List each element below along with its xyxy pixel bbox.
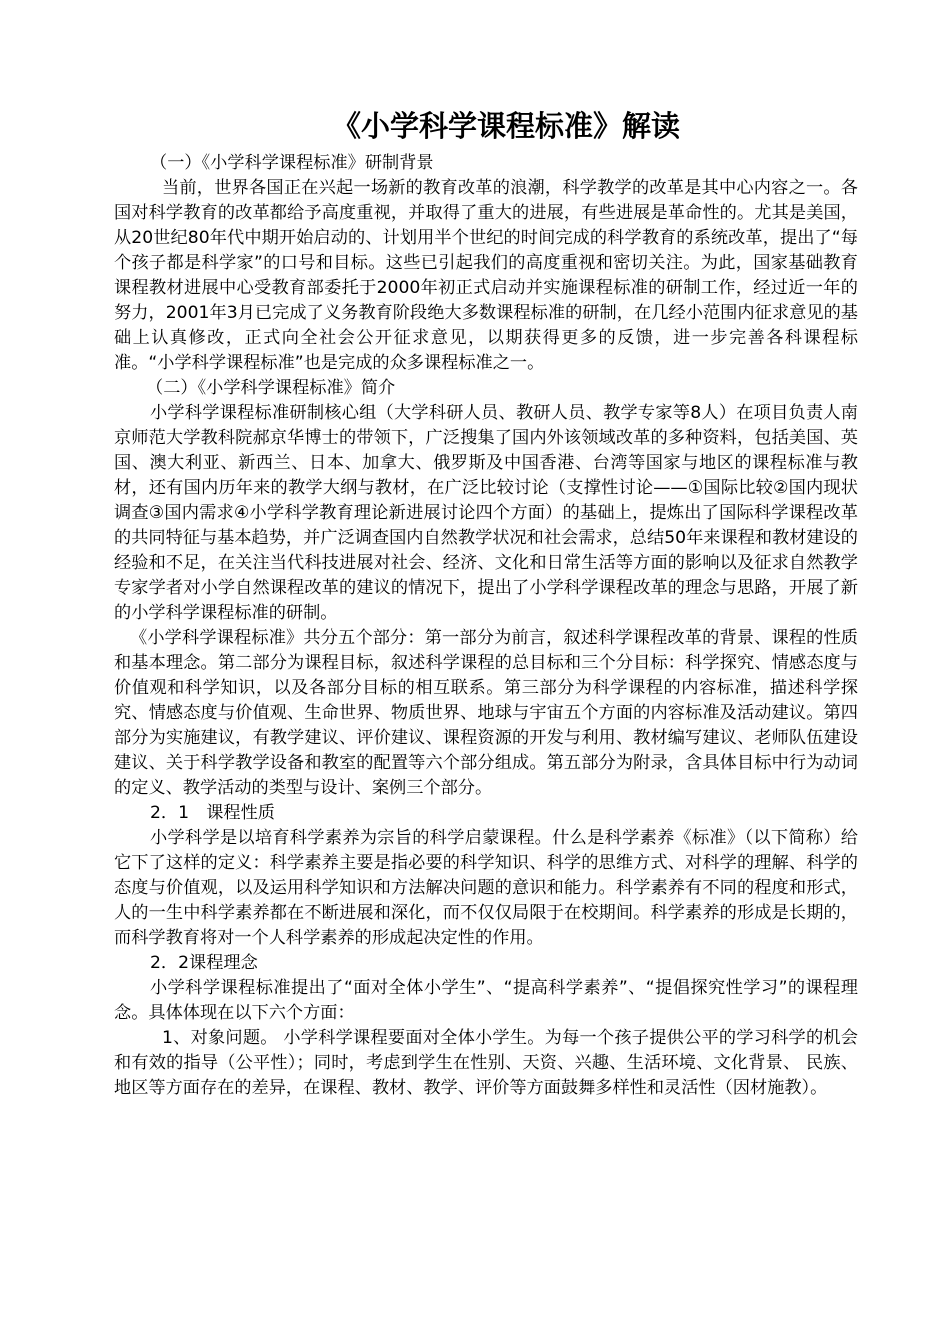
paragraph-introduction: 小学科学课程标准研制核心组（大学科研人员、教研人员、教学专家等8人）在项目负责人南京师范大学教科院郝京华博士的带领下，广泛搜集了国内外该领域改革的多种资料，包括美国、英国、澳大利亚、新西兰、日本、加拿大、俄罗斯及中国香港、台湾等国家与地区的课程标准与教材，还有国内历年来的教学大纲与教材，在广泛比较讨论（支撑性讨论——①国际比较②国内现状调查③国内需求④小学科学教育理论新进展讨论四个方面）的基础上，提炼出了国际科学课程改革的共同特征与基本趋势，并广泛调查国内自然教学状况和社会需求，总结50年来课程和教材建设的经验和不足，在关注当代科技进展对社会、经济、文化和日常生活等方面的影响以及征求自然教学专家学者对小学自然课程改革的建议的情况下，提出了小学科学课程改革的理念与思路，开展了新的小学科学课程标准的研制。: [114, 403, 858, 623]
paragraph-course-nature: 小学科学是以培育科学素养为宗旨的科学启蒙课程。什么是科学素养《标准》（以下简称）给它下了这样的定义：科学素养主要是指必要的科学知识、科学的思维方式、对科学的理解、科学的态度与价值观，以及运用科学知识和方法解决问题的意识和能力。科学素养有不同的程度和形式，人的一生中科学素养都在不断进展和深化，而不仅仅局限于在校期间。科学素养的形成是长期的，而科学教育将对一个人科学素养的形成起决定性的作用。: [114, 828, 858, 948]
list-item-target-audience: 1、对象问题。 小学科学课程要面对全体小学生。为每一个孩子提供公平的学习科学的机会和有效的指导（公平性）；同时，考虑到学生在性别、天资、兴趣、生活环境、文化背景、 民族、地区等方面存在的差异，在课程、教材、教学、评价等方面鼓舞多样性和灵活性（因材施教）。: [114, 1028, 858, 1098]
paragraph-background: 当前，世界各国正在兴起一场新的教育改革的浪潮，科学教学的改革是其中心内容之一。各国对科学教育的改革都给予高度重视，并取得了重大的进展，有些进展是革命性的。尤其是美国，从20世纪80年代中期开始启动的、计划用半个世纪的时间完成的科学教育的系统改革，提出了“每个孩子都是科学家”的口号和目标。这些已引起我们的高度重视和密切关注。为此，国家基础教育课程教材进展中心受教育部委托于2000年初正式启动并实施课程标准的研制工作，经过近一年的努力，2001年3月已完成了义务教育阶段绝大多数课程标准的研制，在几经小范围内征求意见的基础上认真修改，正式向全社会公开征求意见，以期获得更多的反馈，进一步完善各科课程标准。“小学科学课程标准”也是完成的众多课程标准之一。: [114, 178, 858, 373]
section-heading-introduction: （二）《小学科学课程标准》简介: [146, 378, 396, 398]
section-heading-background: （一）《小学科学课程标准》研制背景: [150, 153, 434, 173]
section-heading-course-philosophy: 2．2课程理念: [150, 953, 258, 973]
section-heading-course-nature: 2．1 课程性质: [150, 803, 275, 823]
document-title: 《小学科学课程标准》解读: [331, 109, 680, 143]
document-page: [114, 104, 858, 1101]
paragraph-structure: 《小学科学课程标准》共分五个部分：第一部分为前言，叙述科学课程改革的背景、课程的性质和基本理念。第二部分为课程目标，叙述科学课程的总目标和三个分目标：科学探究、情感态度与价值观和科学知识，以及各部分目标的相互联系。第三部分为科学课程的内容标准，描述科学探究、情感态度与价值观、生命世界、物质世界、地球与宇宙五个方面的内容标准及活动建议。第四部分为实施建议，有教学建议、评价建议、课程资源的开发与利用、教材编写建议、老师队伍建设建议、关于科学教学设备和教室的配置等六个部分组成。第五部分为附录，含具体目标中行为动词的定义、教学活动的类型与设计、案例三个部分。: [114, 628, 858, 798]
paragraph-course-philosophy: 小学科学课程标准提出了“面对全体小学生”、“提高科学素养”、“提倡探究性学习”的课程理念。具体体现在以下六个方面：: [114, 978, 858, 1023]
